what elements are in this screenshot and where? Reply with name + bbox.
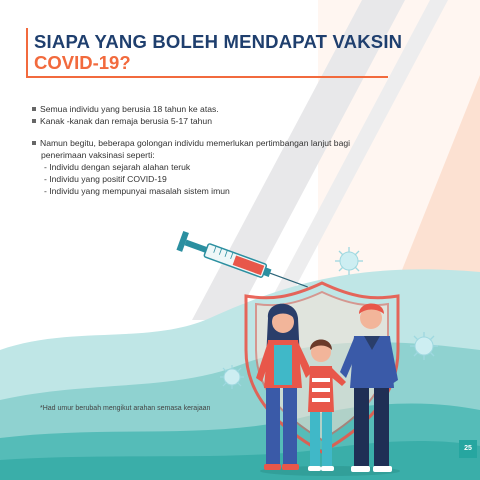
virus-icon bbox=[220, 365, 244, 389]
page-number-badge: 25 bbox=[459, 440, 477, 458]
bullet-icon bbox=[32, 107, 36, 111]
bullet-icon bbox=[32, 141, 36, 145]
sub-list-item: - Individu dengan sejarah alahan teruk bbox=[44, 162, 191, 172]
sub-list-item: - Individu yang positif COVID-19 bbox=[44, 174, 167, 184]
page-title: SIAPA YANG BOLEH MENDAPAT VAKSIN bbox=[34, 31, 403, 52]
page-title-highlight: COVID-19? bbox=[34, 52, 131, 73]
virus-icon bbox=[335, 247, 363, 275]
list-item: Semua individu yang berusia 18 tahun ke atas. bbox=[32, 103, 442, 115]
sub-list-item: - Individu yang mempunyai masalah sistem imun bbox=[44, 186, 230, 196]
list-item: Namun begitu, beberapa golongan individu memerlukan pertimbangan lanjut bagi bbox=[32, 137, 442, 149]
note-continuation: penerimaan vaksinasi seperti: bbox=[41, 150, 155, 160]
footnote: *Had umur berubah mengikut arahan semasa kerajaan bbox=[40, 405, 211, 412]
list-item: Kanak -kanak dan remaja berusia 5-17 tahun bbox=[32, 115, 442, 127]
virus-icon bbox=[410, 332, 438, 360]
eligibility-list bbox=[32, 103, 442, 197]
bullet-icon bbox=[32, 119, 36, 123]
